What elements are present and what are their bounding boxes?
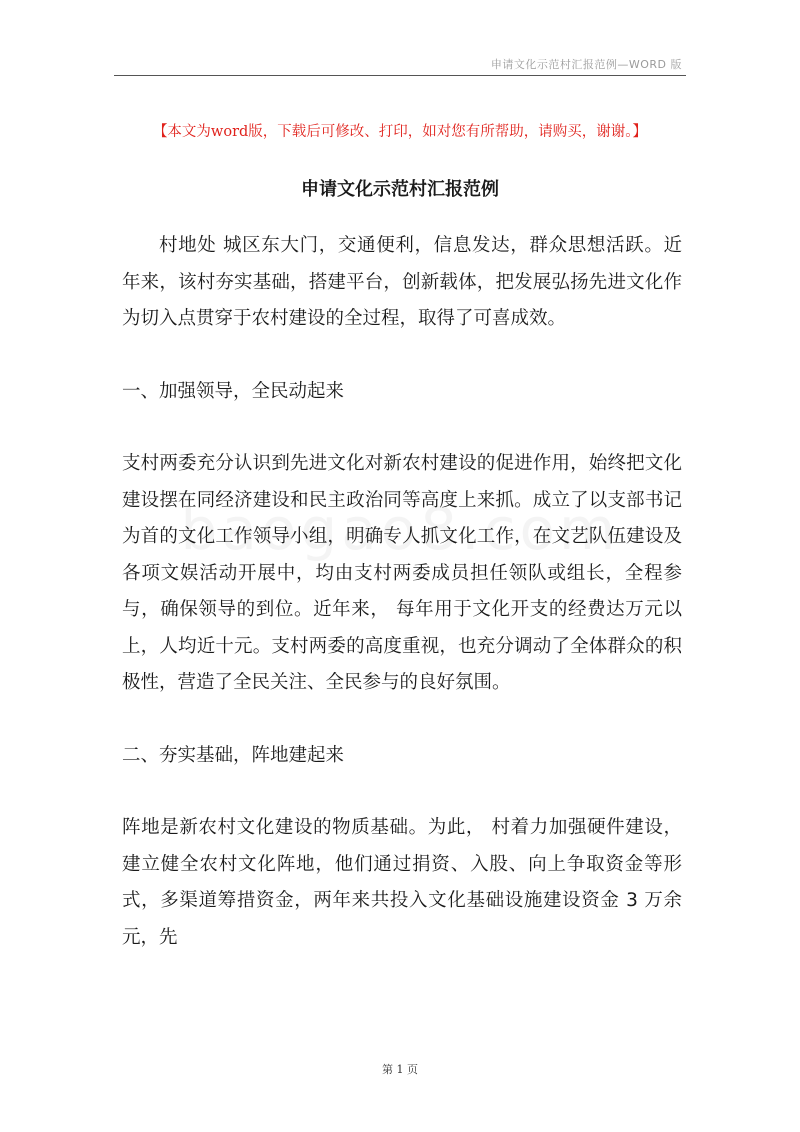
- paragraph-gap: [122, 410, 682, 446]
- document-title: 申请文化示范村汇报范例: [301, 179, 499, 200]
- section-heading-1: 一、加强领导，全民动起来: [122, 380, 345, 402]
- purchase-notice: 【本文为word版，下载后可修改、打印，如对您有所帮助，请购买，谢谢。】: [152, 124, 648, 140]
- page-number: 第 1 页: [382, 1063, 418, 1076]
- section-heading-2: 二、夯实基础，阵地建起来: [122, 744, 345, 766]
- document-body: [122, 228, 682, 956]
- section-body-2: 阵地是新农村文化建设的物质基础。为此， 村着力加强硬件建设，建立健全农村文化阵地，他们通过捐资、入股、向上争取资金等形式，多渠道筹措资金，两年来共投入文化基础设施建设资金 3 万余元，先: [122, 817, 682, 948]
- paragraph-gap: [122, 774, 682, 810]
- intro-paragraph: 村地处 城区东大门，交通便利，信息发达，群众思想活跃。近年来，该村夯实基础，搭建平台，创新载体，把发展弘扬先进文化作为切入点贯穿于农村建设的全过程，取得了可喜成效。: [122, 235, 682, 329]
- running-header: 申请文化示范村汇报范例—WORD 版: [490, 58, 682, 71]
- header-divider: [114, 75, 686, 76]
- section-body-1: 支村两委充分认识到先进文化对新农村建设的促进作用，始终把文化建设摆在同经济建设和民主政治同等高度上来抓。成立了以支部书记为首的文化工作领导小组，明确专人抓文化工作，在文艺队伍建设及各项文娱活动开展中，均由支村两委成员担任领队或组长，全程参与，确保领导的到位。近年来， 每年用于文化开支的经费达万元以上，人均近十元。支村两委的高度重视，也充分调动了全体群众的积极性，营造了全民关注、全民参与的良好氛围。: [122, 453, 682, 693]
- paragraph-gap: [122, 338, 682, 374]
- paragraph-gap: [122, 702, 682, 738]
